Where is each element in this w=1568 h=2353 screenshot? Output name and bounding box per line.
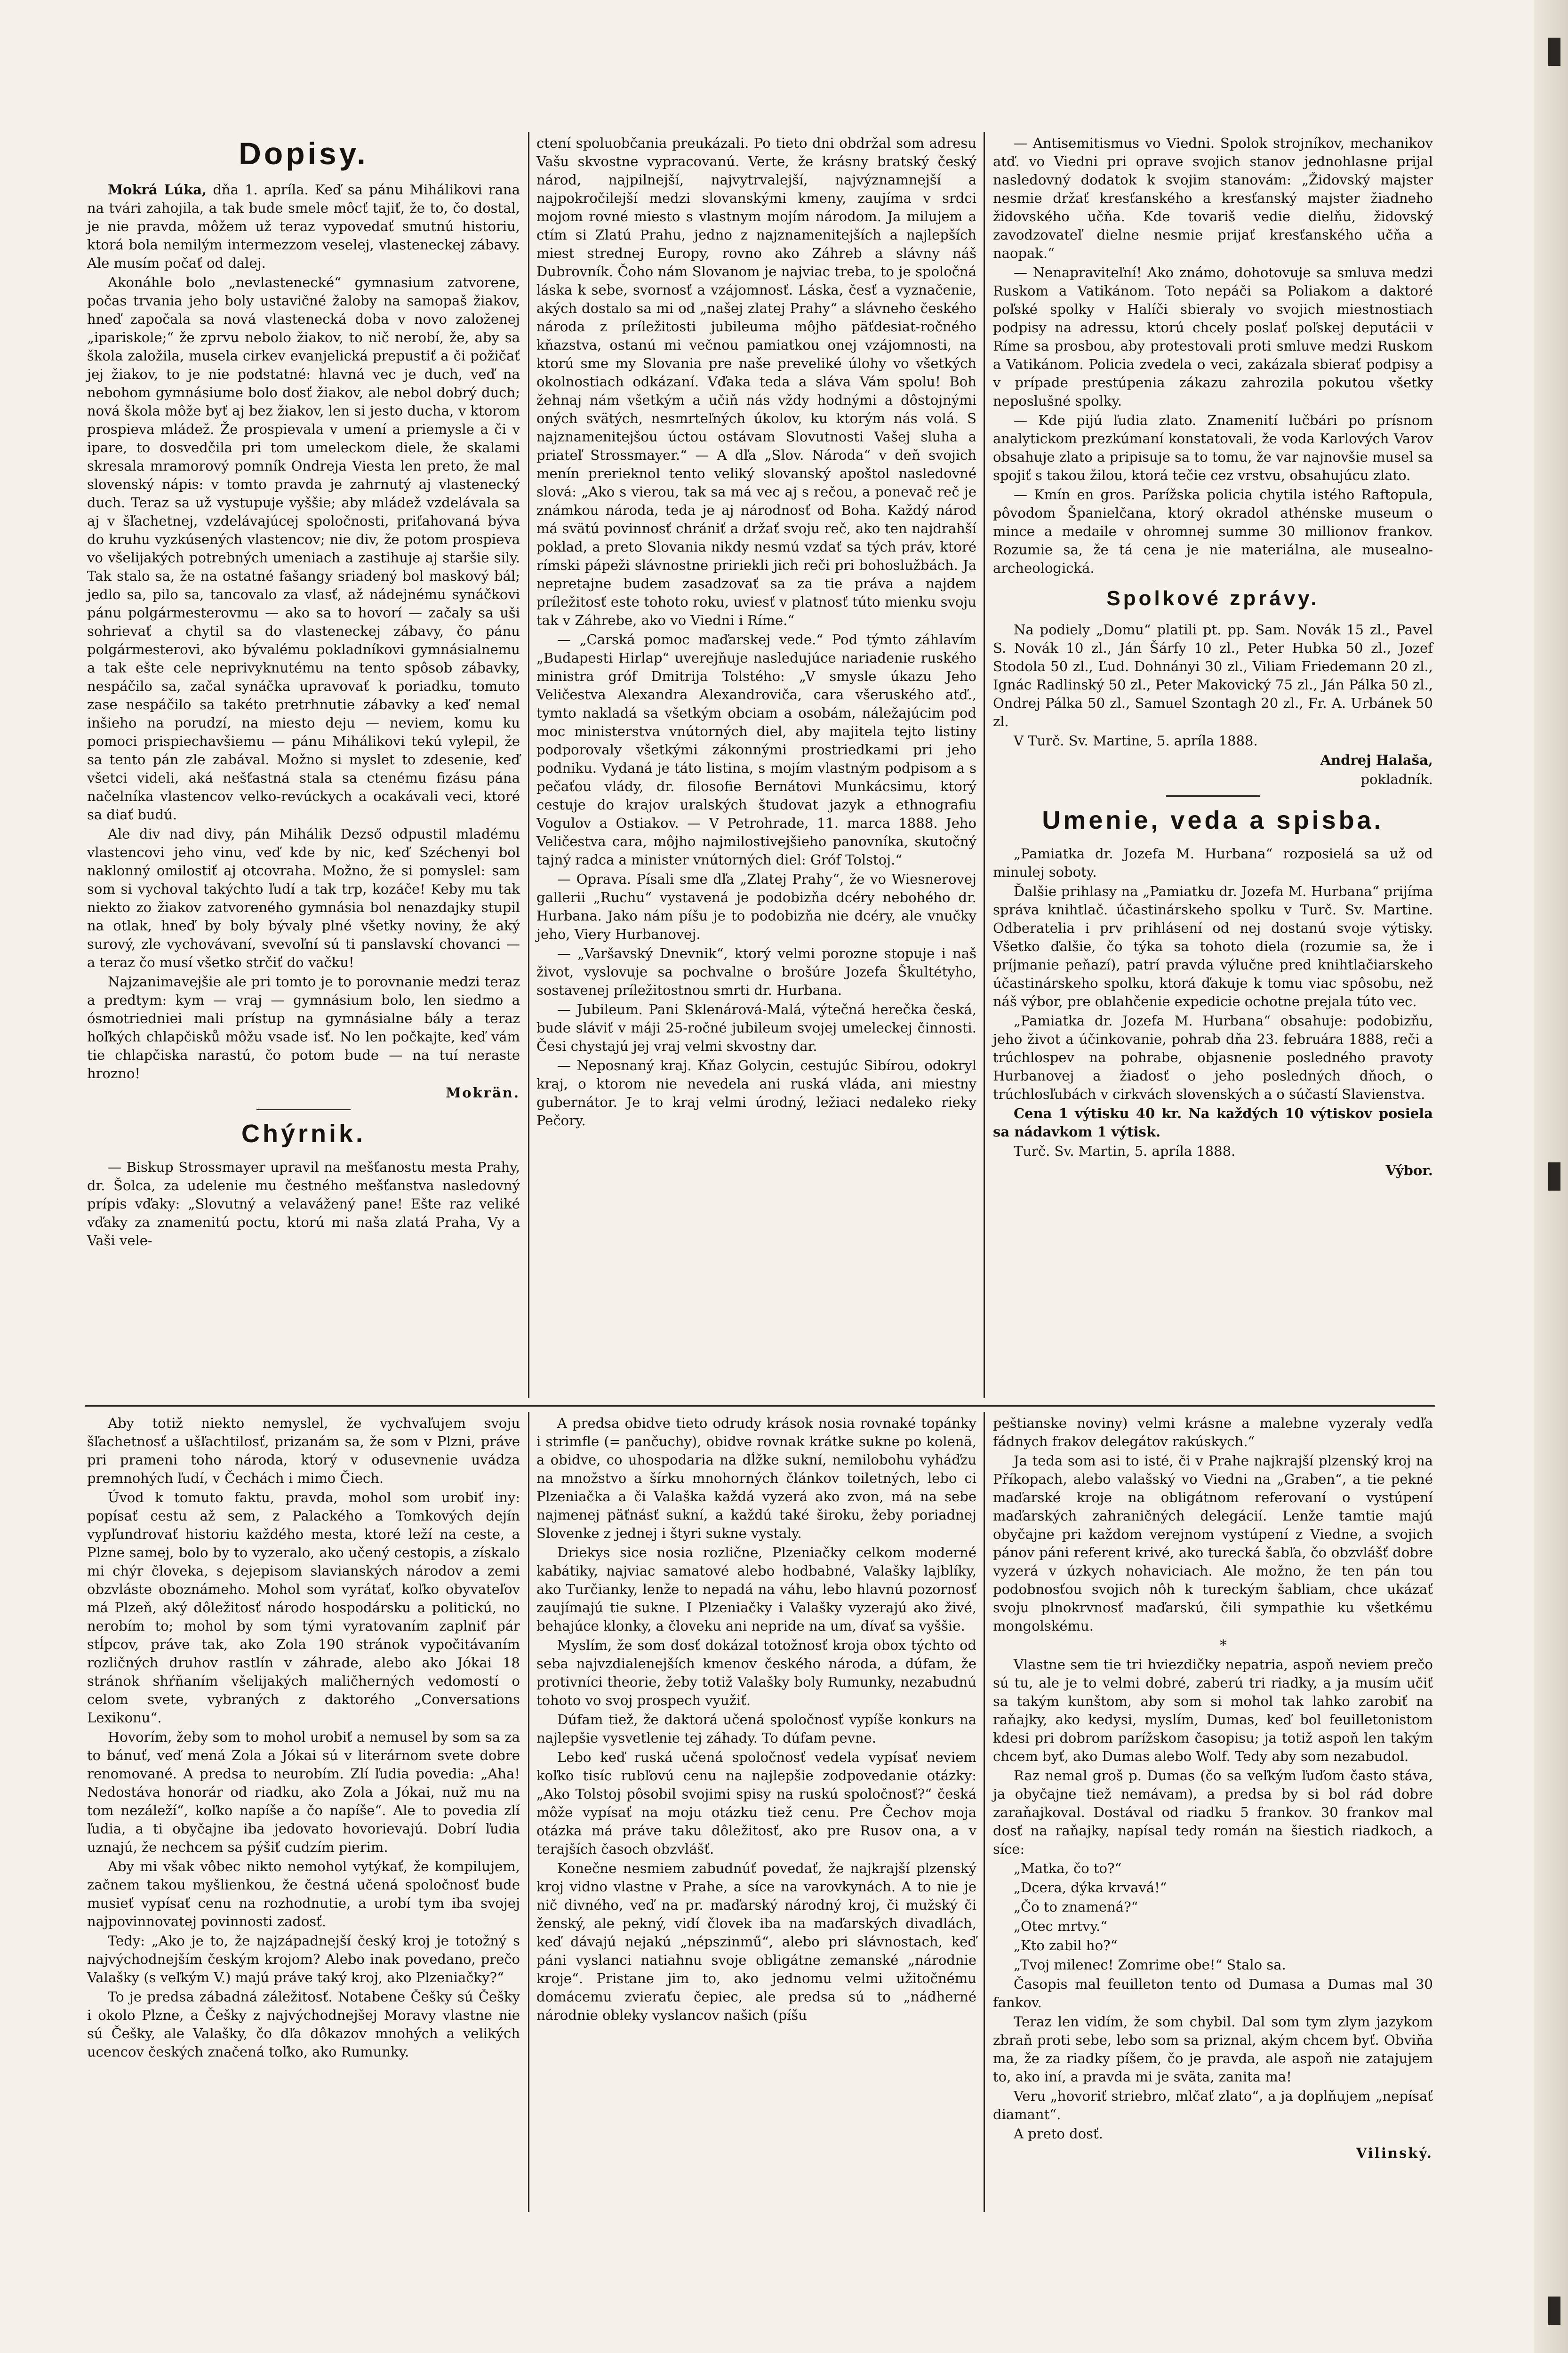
feuilleton-paragraph: Teraz len vidím, že som chybil. Dal som tym zlym jazykom zbraň proti sebe, lebo som sa priznal, akým chcem byť. Obviňa ma, že za riadky píšem, čo je pravda, ale aspoň nie zatajujem to, ako iní, a pravda mi je sväta, zanita ma! (993, 2014, 1433, 2085)
dateline: V Turč. Sv. Martine, 5. apríla 1888. (1014, 733, 1258, 749)
news-item: — Biskup Strossmayer upravil na mešťanostu mesta Prahy, dr. Šolca, za udelenie mu čestného mešťanstva nasledovný prípis vďaky: „Slovutný a velavážený pane! Ešte raz veliké vďaky za znamenitú poctu, ktorú mi naša zlatá Praha, Vy a Vaši vele- (87, 1159, 520, 1249)
feuilleton-rule (85, 1405, 1435, 1407)
column-bottom-2 (536, 1414, 976, 2195)
news-item: — Antisemitismus vo Viedni. Spolok strojníkov, mechanikov atď. vo Viedni pri oprave svojich stanov jednohlasne prijal nasledovný dodatok k svojim stanovám: „Židovský majster nesmie držať kresťanského a kresťanský majster žiadneho židovského učňa. Kde tovariš vedie dielňu, židovský zavodzovateľ dielne nesmie prijať kresťanského učňa a naopak.“ (993, 135, 1433, 261)
news-item: — „Varšavský Dnevnik“, ktorý velmi porozne stopuje i naš život, vyslovuje sa pochvalne o brošúre Jozefa Škultétyho, sostavenej príležitostnou smrti dr. Hurbana. (536, 945, 976, 998)
feuilleton-paragraph: Lebo keď ruská učená spoločnosť vedela vypísať neviem koľko tisíc rubľovú cenu na najlepšie zodpovedanie otázky: „Ako Tolstoj pôsobil svojimi spisy na ruskú spoločnosť?“ česká môže vypísať na moju otázku tiež cenu. Pre Čechov moja otázka má práve taku dôležitosť, ako pre Rusov ona, a v terajších časoch obzvlášť. (536, 1749, 976, 1857)
column-bottom-3 (993, 1414, 1433, 2195)
author-signature: Mokrän. (446, 1085, 520, 1101)
author-signature: Vilinský. (1356, 2145, 1433, 2161)
section-heading-chyrnik: Chýrnik. (241, 1120, 366, 1148)
feuilleton-paragraph: A predsa obidve tieto odrudy krások nosia rovnaké topánky i strimfle (= pančuchy), obidve rovnak krátke sukne po kolenä, a obidve, co uhospodaria na dĺžke sukní, nemilobohu vyháďzu na množstvo a šírku mnohorných článkov toiletných, lebo ci Plzeniačka a či Valaška každá vyzerá ako zvon, má na sebe najmenej päťnásť sukní, a každú také široku, žeby poriadnej Slovenke z jednej i štyri sukne vystaly. (536, 1415, 976, 1541)
signature-name: Andrej Halaša, (1320, 752, 1433, 768)
section-heading-umenie: Umenie, veda a spisba. (1042, 806, 1384, 834)
column-top-3 (993, 134, 1433, 1405)
dialogue-line: „Čo to znamená?“ (1014, 1899, 1138, 1915)
feuilleton-paragraph: Raz nemal groš p. Dumas (čo sa veľkým ľuďom často stáva, ja obyčajne tiež nemávam), a predsa by si bol rád dobre zaraňajkoval. Dostával od riadku 5 frankov. 30 frankov mal dosť na raňajky, napísal tedy román na šiestich riadkoch, a síce: (993, 1768, 1433, 1857)
society-report: Na podiely „Domu“ platili pt. pp. Sam. Novák 15 zl., Pavel S. Novák 10 zl., Ján Šárfy 10 zl., Peter Hubka 50 zl., Jozef Stodola 50 zl., Ľud. Dohnányi 30 zl., Viliam Friedemann 20 zl., Ignác Radlinský 50 zl., Peter Makovický 75 zl., Ján Pálka 50 zl., Ondrej Pálka 50 zl., Samuel Szontagh 20 zl., Fr. A. Urbánek 50 zl. (993, 622, 1433, 729)
news-item: Ďalšie prihlasy na „Pamiatku dr. Jozefa M. Hurbana“ prijíma správa knihtlač. účastinárskeho spolku v Turč. Sv. Martine. Odberatelia i prv prihlásení od nej dostanú svoje výtisky. Všetko ďalšie, čo týka sa tohoto diela (rozumie sa, že i príjmanie peňazí), patrí pravda výlučne pred knihtlačiarskeho účastinárskeho spolku, ktorá ďakuje k tomu viac spôsobu, než náš výbor, pre oblahčenie expedicie ochotne prejala túto vec. (993, 883, 1433, 1009)
news-item: — Kde pijú ľudia zlato. Znamenití lučbári po prísnom analytickom prezkúmaní konstatovali, že voda Karlových Varov obsahuje zlato a pripisuje sa to tomu, že var najnovšie musel sa spojiť s takou žilou, ktorá tečie cez vrstvu, obsahujúcu zlato. (993, 412, 1433, 483)
column-top-1 (87, 127, 520, 1249)
feuilleton-paragraph: Vlastne sem tie tri hviezdičky nepatria, aspoň neviem prečo sú tu, ale je to velmi dobré, zaberú tri riadky, a ja musím učiť sa takým kunštom, aby som si mohol tak lahko zarobiť na raňajky, ako kedysi, myslím, Dumas, keď bol feuilletonistom kdesi pri dobrom parížskom časopisu; ja totiž aspoň len takým chcem byť, ako Dumas alebo Wolf. Tedy aby som nezabudol. (993, 1657, 1433, 1764)
dateline-text: dňa 1. apríla. Keď sa pánu Mihálikovi rana na tvári zahojila, a tak bude smele môcť tajiť, že to, čo dostal, je nie pravda, môžem už teraz vypovedať smutnú historiu, ktorá bola nemilým intermezzom veselej, vlasteneckej zábavy. Ale musím počať od dalej. (87, 182, 520, 271)
section-heading-spolkove: Spolkové zprávy. (1106, 587, 1320, 610)
dialogue-line: „Matka, čo to?“ (1014, 1860, 1122, 1876)
section-heading-dopisy: Dopisy. (239, 136, 368, 171)
news-item: „Pamiatka dr. Jozefa M. Hurbana“ obsahuje: podobizňu, jeho život a účinkovanie, pohrab dňa 23. februára 1888, reči a trúchlospev na pohrabe, objasnenie posledného pravoty Hurbanovej a žiadosť o jeho posledných dňoch, o trúchlosľubách v cirkvách slovenských a o súčastí Slavienstva. (993, 1013, 1433, 1102)
news-item: — Oprava. Písali sme dľa „Zlatej Prahy“, že vo Wiesnerovej gallerii „Ruchu“ vystavená je podobizňa dcéry nebohého dr. Hurbana. Jako nám píšu je to podobizňa nie dcéry, ale vnučky jeho, Viery Hurbanovej. (536, 871, 976, 942)
signature-role: pokladník. (1360, 771, 1433, 787)
binding-mark (1548, 2297, 1560, 2325)
column-rule (984, 1412, 985, 2212)
binding-mark (1548, 1162, 1560, 1191)
feuilleton-paragraph: Ja teda som asi to isté, či v Prahe najkrajší plzenský kroj na Příkopach, alebo valašský vo Viedni na „Graben“, a tie pekné maďarské kroje na obligátnom referovaní o vystúpení maďarských zahraničných delegácií. Lenže tamtie majú obyčajne pri každom verejnom vystúpení z Viedne, a svojich pánov páni referent krivé, ako turecká šabľa, čo obzvlášť dobre vyzerá v úzkych nohaviciach. Ale možno, že ten pán tou podobnosťou svojich nôh k tureckým šabliam, chce ukázať svoju plnokrvnosť maďarskú, čili sympathie ku všetkému mongolskému. (993, 1453, 1433, 1634)
column-bottom-1 (87, 1414, 520, 2195)
article-paragraph: Akonáhle bolo „nevlastenecké“ gymnasium zatvorene, počas trvania jeho boly ustavičné žaloby na samopaš žiakov, hneď započala sa nová vlastenecká doba v novo založenej „ipariskole;“ že zprvu nebolo žiakov, to nič nerobí, že, aby sa škola založila, musela cirkev evanjelická prepustiť a či požičať jej žiakov, to je nie podstatné: hlavná vec je duch, veď na nebohom gymnásiume bolo dosť žiakov, ale nebol dobrý duch; nová škola môže byť aj bez žiakov, len si jesto ducha, v ktorom prospieva mládež. Že prospievala v umení a priemysle a či v ipare, to dosvedčila pri tom umeleckom diele, že skalami skresala mramorový pomník Ondreja Viesta len preto, že mal slovenský nápis: v tomto pravda je zahrnutý aj vlastenecký duch. Teraz sa už vystupuje vyššie; aby mládež vzdelávala sa aj v šľachetnej, vzdelávajúcej spoločnosti, priťahovaná býva do kruhu vyzkúsených vlastencov; nie div, že potom prospieva vo všelijakých potrebných umeniach a zastihuje aj staršie sily. Tak stalo sa, že na ostatné fašangy sriadený bol maskový bál; jedlo sa, pilo sa, tancovalo za vlasť, až nádejnému synáčkovi pánu polgármesterovmu — ako sa to hovorí — začaly sa uši sohrievať a chytil sa do vlasteneckej zábavy, čo pánu polgármesterovi, ako bývalému pokladníkovi gymnásialnemu a tak ešte cele neprivyknutému na tento spôsob zábavky, nespáčilo sa, začal synáčka upravovať k poriadku, tomuto zase nespáčilo sa takéto pretrhnutie zábavky a keď nemal inšieho na porudzí, na miesto deju — neviem, komu ku pomoci prispiechavšiemu — pánu Mihálikovi tekú vylepil, že sa tento pán zle zabával. Možno si myslet to zdesenie, keď všetci videli, aká nešťastná stala sa ctenému fizásu pána načelníka vlastencov velko-revúckych a ocakávali veci, ktoré sa diať budú. (87, 274, 520, 823)
news-item: — Kmín en gros. Parížska policia chytila istého Raftopula, pôvodom Španielčana, ktorý okradol athénske museum o mince a medaile v ohromnej summe 30 millionov frankov. Rozumie sa, že tá cena je nie materiálna, ale musealno-archeologická. (993, 487, 1433, 576)
feuilleton-paragraph: Aby mi však vôbec nikto nemohol vytýkať, že kompilujem, začnem takou myšlienkou, že čestná učená spoločnosť bude musieť vypísať cenu na rozhodnutie, a urobí tym iba svojej najpovinnovatej povinnosti zadosť. (87, 1858, 520, 1929)
feuilleton-paragraph: To je predsa zábadná záležitosť. Notabene Češky sú Češky i okolo Plzne, a Češky z najvýchodnejšej Moravy vlastne nie sú Češky, ale Valašky, čo dľa dôkazov mnohých a velikých ucencov českých značená toľko, ako Rumunky. (87, 1989, 520, 2060)
dateline: Turč. Sv. Martin, 5. apríla 1888. (1014, 1143, 1236, 1159)
feuilleton-paragraph: Veru „hovoriť striebro, mlčať zlato“, a ja doplňujem „nepísať diamant“. (993, 2088, 1433, 2122)
feuilleton-paragraph: Myslím, že som dosť dokázal totožnosť kroja obox týchto od seba najvzdialenejších kmenov českého národa, a dúfam, že protivníci theorie, žeby totiž Valašky boly Rumunky, nezabudnú tohoto vo svoj prospech využiť. (536, 1637, 976, 1708)
dialogue-line: „Kto zabil ho?“ (1014, 1937, 1118, 1953)
price-notice: Cena 1 výtisku 40 kr. Na každých 10 výtiskov posiela sa nádavkom 1 výtisk. (993, 1105, 1433, 1140)
article-paragraph: Ale div nad divy, pán Mihálik Dezső odpustil mladému vlastencovi jeho vinu, veď kde by nic, keď Széchenyi bol naklonný omilostiť aj otcovraha. Možno, že si pomyslel: sam som si vychoval takýchto ľudí a tak trp, kozáče! Keby mu tak niekto zo žiakov zatvoreného gymnásia bol nenazdajky stupil na otlak, hneď by boly bývaly plné všetky noviny, že aký surový, zle vychovávaní, svevoľní sú ti panslavskí chovanci — a teraz čo musí všetko strčiť do vačku! (87, 826, 520, 970)
signature-name: Výbor. (1385, 1162, 1433, 1178)
dialogue-line: „Tvoj milenec! Zomrime obe!“ Stalo sa. (1014, 1957, 1286, 1973)
news-item: ctení spoluobčania preukázali. Po tieto dni obdržal som adresu Vašu skvostne vypracovanú. Verte, že krásny bratský český národ, najpilnejší, najvytrvalejší, najvýznamnejší a najpokročilejší medzi slovanskými kmeny, zaujíma v srdci mojom rovné miesto s vlastnym mojím národom. Ja milujem a ctím si Zlatú Prahu, jedno z najznamenitejších a najlepších miest strednej Europy, rovno ako Záhreb a slávny náš Dubrovník. Čoho nám Slovanom je najviac treba, to je spoločná láska k sebe, svornosť a vzájomnosť. Láska, česť a vyznačenie, akých dostalo sa mi od „našej zlatej Prahy“ a slávneho českého národa z príležitosti jubileuma môjho päťdesiat-ročného kňazstva, ostanú mi večnou pamiatkou onej vzájomnosti, na ktorú sme my Slovania pre naše preveliké úlohy vo všetkých okolnostiach odkázaní. Vďaka teda a sláva Vám spolu! Boh žehnaj nám všetkým a učiň nás vždy hodnými a dôstojnými oných svätých, nesmrteľných úkolov, ku ktorým nás volá. S najznamenitejšou úctou ostávam Slovutnosti Vašej sluha a priateľ Strossmayer.“ — A dľa „Slov. Národa“ v deň svojich menín prerieknol tento veliký slovanský apoštol nasledovné slová: „Ako s vierou, tak sa má vec aj s rečou, a ponevač reč je známkou národa, teda je aj národnosť od Boha. Každý národ má svätú povinnosť chrániť a držať svoju reč, ako ten najdrahší poklad, a preto Slovania nikdy nesmú vzdať sa tých práv, ktoré rímski pápeži slávnostne pririekli jich reči pri bohoslužbách. Ja nepretajne budem zasadzovať sa za tie práva a najdem príležitosť este tohoto roku, uviesť v platnosť túto mienku svoju tak v Záhrebe, ako vo Viedni i Ríme.“ (536, 135, 976, 628)
feuilleton-paragraph: peštianske noviny) velmi krásne a malebne vyzeraly vedľa fádnych frakov delegátov rakúskych.“ (993, 1415, 1433, 1449)
column-rule (984, 132, 985, 1398)
column-rule (528, 132, 529, 1398)
feuilleton-paragraph: Konečne nesmiem zabudnúť povedať, že najkrajší plzenský kroj vidno vlastne v Prahe, a síce na varovkynách. A to nie je nič divného, veď na pr. maďarský národný kroj, či mužský či ženský, ale pekný, vidí človek iba na maďarských divadlách, keď dávajú nejakú „népszinmű“, alebo pri slávnostach, keď páni vyslanci natiahnu svoje obligátne zemanské „národnie kroje“. Pristane jim to, ako jednomu velmi užitočnému domácemu zvieraťu čepiec, ale predsa sú to „nádherné národnie obleky vyslancov našich (píšu (536, 1860, 976, 2023)
binding-mark (1548, 38, 1560, 66)
dateline-place: Mokrá Lúka, (108, 182, 207, 198)
news-item: — Jubileum. Pani Sklenárová-Malá, výtečná herečka česká, bude sláviť v máji 25-ročné jubileum svojej umeleckej činnosti. Česi chystajú jej vraj velmi skvostny dar. (536, 1001, 976, 1054)
divider (256, 1109, 351, 1110)
news-item: „Pamiatka dr. Jozefa M. Hurbana“ rozposielá sa už od minulej soboty. (993, 846, 1433, 880)
article-paragraph: Najzanimavejšie ale pri tomto je to porovnanie medzi teraz a predtym: kym — vraj — gymnásium bolo, len siedmo a ósmotriedniei mali prístup na gymnásialne bály a teraz hoľkých chlapčisků môžu vsade isť. No len počkajte, keď vám tie chlapčiska narastú, čo potom bude — na tuí neraste hrozno! (87, 974, 520, 1081)
dialogue-line: „Otec mrtvy.“ (1014, 1918, 1108, 1934)
feuilleton-paragraph: Hovorím, žeby som to mohol urobiť a nemusel by som sa za to bánuť, veď mená Zola a Jókai sú v literárnom svete dobre renomované. A predsa to neurobím. Zlí ľudia povedia: „Aha! Nedostáva honorár od riadku, ako Zola a Jókai, nuž mu na tom nezáleží“, koľko napíše a čo napíše“. Ale to povedia zlí ľudia, a ti obyčajne iba jedovato hovorievajú. Dobrí ľudia uznajú, že nechcem sa pýšiť cudzím pierim. (87, 1729, 520, 1855)
feuilleton-paragraph: Tedy: „Ako je to, že najzápadnejší český kroj je totožný s najvýchodnejším českým krojom? Alebo inak povedano, prečo Valašky (s veľkým V.) majú práve taký kroj, ako Plzeniačky?“ (87, 1933, 520, 1985)
news-item: — „Carská pomoc maďarskej vede.“ Pod týmto záhlavím „Budapesti Hirlap“ uverejňuje nasledujúce nariadenie ruského ministra gróf Dmitrija Tolstého: „V smysle úkazu Jeho Veličestva Alexandra Alexandroviča, cara všeruského atď., tymto nakladá sa všetkým obciam a osobám, náležajúcim pod moc ministerstva vnútorných diel, aby majitela tejto listiny podporovaly všetkými zákonnými prostriedkami pri jeho podniku. Vydaná je táto listina, s mojím vlastným podpisom a s pečaťou vlády, dr. filosofie Bernátovi Munkácsimu, ktorý cestuje do krajov uralských študovat jazyk a ethnografiu Vogulov a Ostiakov. — V Petrohrade, 11. marca 1888. Jeho Veličestva cara, môjho najmilostivejšieho panovníka, skutočný tajný radca a minister vnútorných diel: Gróf Tolstoj.“ (536, 632, 976, 868)
feuilleton-paragraph: Dúfam tiež, že daktorá učená spoločnosť vypíše konkurs na najlepšie vysvetlenie tej záhady. To dúfam pevne. (536, 1712, 976, 1746)
column-top-2 (536, 134, 976, 1405)
divider (1166, 795, 1260, 797)
column-rule (528, 1412, 529, 2212)
asterism: * (1220, 1637, 1227, 1654)
dialogue-line: „Dcera, dýka krvavá!“ (1014, 1880, 1167, 1896)
feuilleton-paragraph: Časopis mal feuilleton tento od Dumasa a Dumas mal 30 fankov. (993, 1976, 1433, 2010)
feuilleton-paragraph: A preto dosť. (1014, 2126, 1103, 2142)
news-item: — Nenapraviteľní! Ako známo, dohotovuje sa smluva medzi Ruskom a Vatikánom. Toto nepáči sa Poliakom a daktoré poľské spolky v Halíči sbieraly vo svojich miestnostiach podpisy na adressu, ktorú chcely poslať poľskej deputácii v Ríme sa prosbou, aby protestovali proti smluve medzi Ruskom a Vatikánom. Policia zvedela o veci, zakázala sbierať podpisy a v prípade prestúpenia zákazu zahrozila pokutou všetky neposlušné spolky. (993, 264, 1433, 409)
feuilleton-paragraph: Úvod k tomuto faktu, pravda, mohol som urobiť iny: popísať cestu až sem, z Palackého a Tomkových dejín vypľundrovať historiu každého mesta, ktoré leží na ceste, a Plzne samej, bolo by to vyzeralo, ako učený cestopis, a získalo mi chýr človeka, s dejepisom slavianských národov a zemi obzvláste oboznámeho. Mohol som vyrátať, koľko obyvateľov má Plzeň, aký dôležitosť národo hospodársku a politickú, no nerobím to; mohol by som tými vyratovaním zaplniť pár stĺpcov, práve tak, ako Zola 190 stránok vypočitávaním rozličných druhov rastlín v záhrade, alebo ako Jókai 18 stránok shŕňaním všelijakých maličherných vedomostí o celom svete, vybraných z daktorého „Conversations Lexikonu“. (87, 1489, 520, 1726)
news-item: — Neposnaný kraj. Kňaz Golycin, cestujúc Sibírou, odokryl kraj, o ktorom nie nevedela ani ruská vláda, ani miestny gubernátor. Je to kraj velmi úrodný, ležiaci nedaleko rieky Pečory. (536, 1057, 976, 1128)
feuilleton-paragraph: Driekys sice nosia rozlične, Plzeniačky celkom moderné kabátiky, najviac samatové alebo hodbabné, Valašky lajblíky, ako Turčianky, lenže to nepadá na váhu, lebo hlavnú pozornosť zaujímajú tie sukne. I Plzeniačky i Valašky vyzerajú ako živé, behajúce klonky, a človeku ani nepride na um, dívať sa vyššie. (536, 1545, 976, 1634)
feuilleton-paragraph: Aby totiž niekto nemyslel, že vychvaľujem svoju šľachetnosť a ušľachtilosť, prizanám sa, že som v Plzni, práve pri prameni toho národa, ktorý v odusevnenie uvádza premnohých ľudí, v Čechách i mimo Čiech. (87, 1415, 520, 1486)
